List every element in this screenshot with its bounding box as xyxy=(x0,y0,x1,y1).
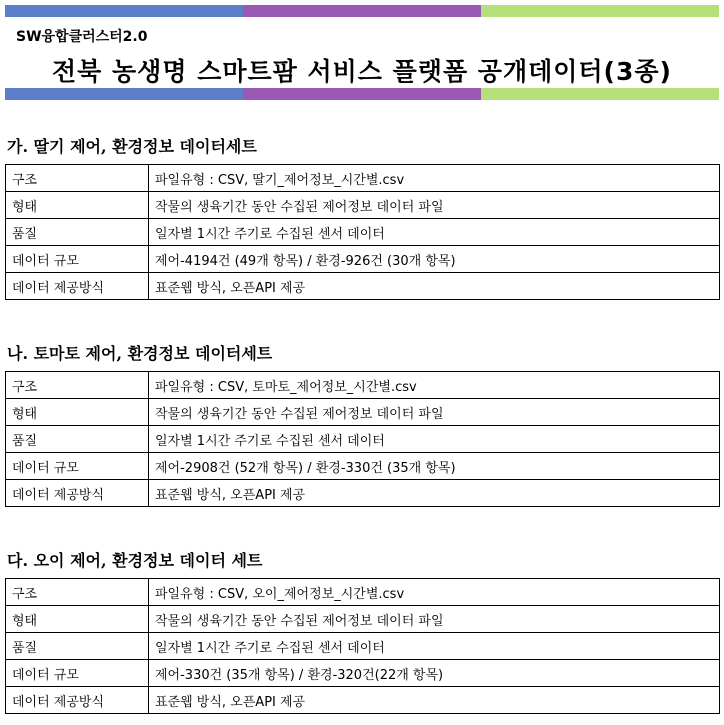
section-title: 다. 오이 제어, 환경정보 데이터 세트 xyxy=(7,551,263,570)
table-row xyxy=(6,399,720,426)
row-value: 제어-4194건 (49개 항목) / 환경-926건 (30개 항목) xyxy=(149,246,720,273)
top-color-bar xyxy=(5,5,719,17)
green-bar-segment xyxy=(481,5,719,17)
brand-label: SW융합클러스터2.0 xyxy=(16,29,148,45)
bottom-color-bar xyxy=(5,88,719,100)
table-row xyxy=(6,453,720,480)
row-key: 구조 xyxy=(6,372,149,399)
row-value: 제어-330건 (35개 항목) / 환경-320건(22개 항목) xyxy=(149,660,720,687)
row-key: 형태 xyxy=(6,606,149,633)
row-key: 품질 xyxy=(6,219,149,246)
table-row xyxy=(6,246,720,273)
table-row xyxy=(6,219,720,246)
row-key: 데이터 제공방식 xyxy=(6,273,149,300)
row-key: 품질 xyxy=(6,633,149,660)
table-row xyxy=(6,579,720,606)
row-value: 제어-2908건 (52개 항목) / 환경-330건 (35개 항목) xyxy=(149,453,720,480)
table-row xyxy=(6,426,720,453)
info-table xyxy=(5,578,720,714)
row-key: 형태 xyxy=(6,192,149,219)
row-value: 표준웹 방식, 오픈API 제공 xyxy=(149,480,720,507)
row-key: 구조 xyxy=(6,579,149,606)
table-row xyxy=(6,372,720,399)
row-value: 파일유형 : CSV, 딸기_제어정보_시간별.csv xyxy=(149,165,720,192)
table-row xyxy=(6,480,720,507)
row-key: 데이터 규모 xyxy=(6,246,149,273)
table-row xyxy=(6,273,720,300)
green-bar-segment xyxy=(481,88,719,100)
table-row xyxy=(6,633,720,660)
table-row xyxy=(6,660,720,687)
row-value: 표준웹 방식, 오픈API 제공 xyxy=(149,273,720,300)
section-tomato xyxy=(5,343,720,507)
table-row xyxy=(6,165,720,192)
row-key: 데이터 규모 xyxy=(6,453,149,480)
row-value: 일자별 1시간 주기로 수집된 센서 데이터 xyxy=(149,426,720,453)
row-value: 일자별 1시간 주기로 수집된 센서 데이터 xyxy=(149,219,720,246)
section-strawberry xyxy=(5,136,720,300)
info-table xyxy=(5,371,720,507)
row-value: 작물의 생육기간 동안 수집된 제어정보 데이터 파일 xyxy=(149,399,720,426)
row-value: 파일유형 : CSV, 토마토_제어정보_시간별.csv xyxy=(149,372,720,399)
row-key: 데이터 제공방식 xyxy=(6,480,149,507)
row-key: 형태 xyxy=(6,399,149,426)
row-key: 데이터 제공방식 xyxy=(6,687,149,714)
page-title: 전북 농생명 스마트팜 서비스 플랫폼 공개데이터(3종) xyxy=(52,57,672,86)
purple-bar-segment xyxy=(243,88,481,100)
row-key: 구조 xyxy=(6,165,149,192)
row-value: 작물의 생육기간 동안 수집된 제어정보 데이터 파일 xyxy=(149,606,720,633)
row-value: 일자별 1시간 주기로 수집된 센서 데이터 xyxy=(149,633,720,660)
info-table xyxy=(5,164,720,300)
purple-bar-segment xyxy=(243,5,481,17)
section-title: 가. 딸기 제어, 환경정보 데이터세트 xyxy=(7,137,257,156)
row-key: 품질 xyxy=(6,426,149,453)
table-row xyxy=(6,687,720,714)
row-value: 표준웹 방식, 오픈API 제공 xyxy=(149,687,720,714)
table-row xyxy=(6,606,720,633)
row-key: 데이터 규모 xyxy=(6,660,149,687)
table-row xyxy=(6,192,720,219)
section-cucumber xyxy=(5,550,720,714)
row-value: 파일유형 : CSV, 오이_제어정보_시간별.csv xyxy=(149,579,720,606)
blue-bar-segment xyxy=(5,88,243,100)
section-title: 나. 토마토 제어, 환경정보 데이터세트 xyxy=(7,344,273,363)
row-value: 작물의 생육기간 동안 수집된 제어정보 데이터 파일 xyxy=(149,192,720,219)
blue-bar-segment xyxy=(5,5,243,17)
